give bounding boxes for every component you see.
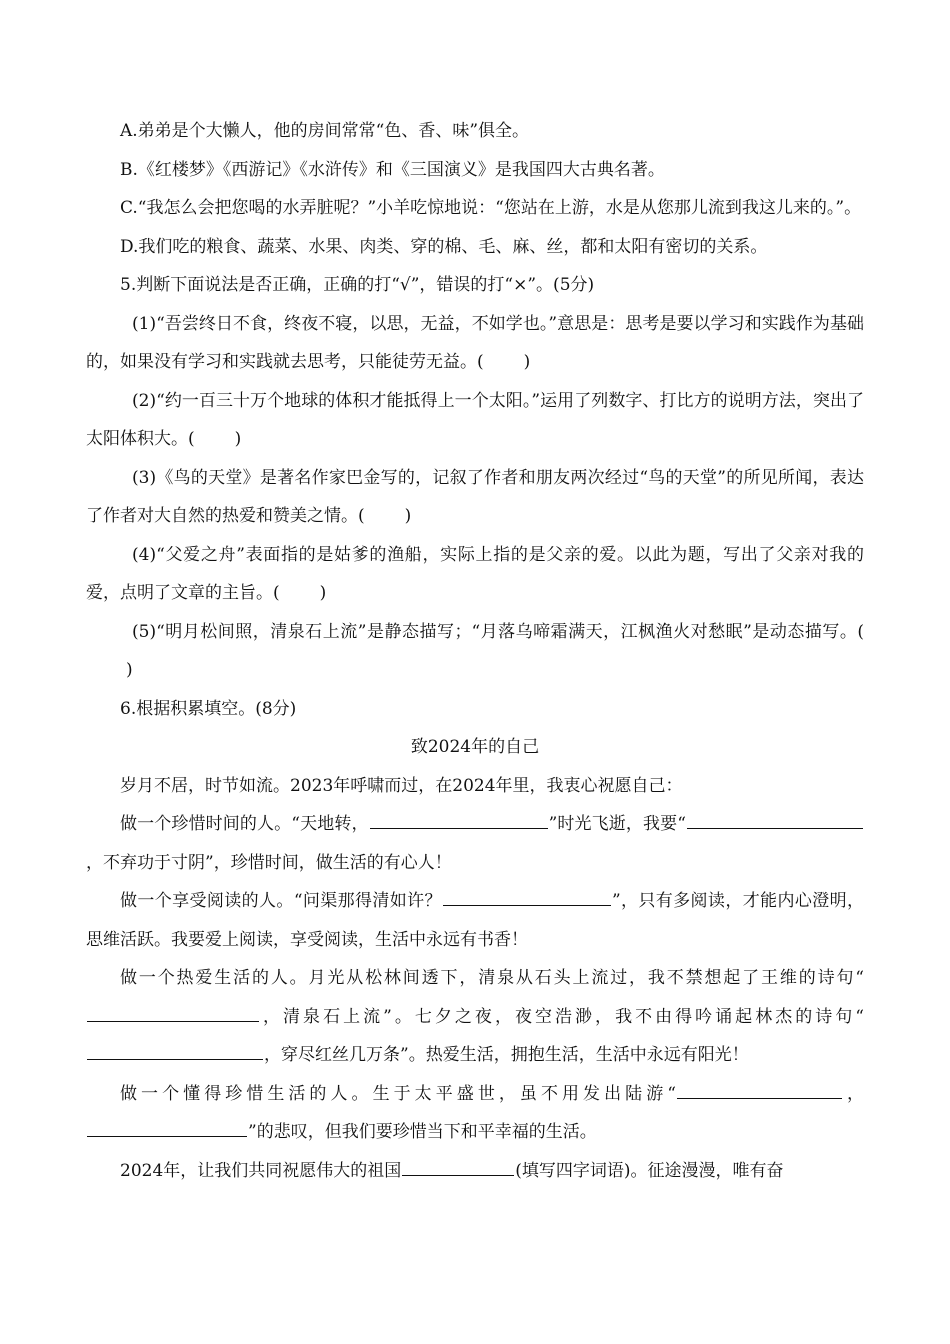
text-segment: 做一个懂得珍惜生活的人。生于太平盛世，虽不用发出陆游“ <box>120 1083 676 1104</box>
text-segment: 2024年，让我们共同祝愿伟大的祖国 <box>120 1160 402 1181</box>
fill-blank-2[interactable] <box>687 812 863 829</box>
judge-item-3 <box>86 459 864 536</box>
close-paren: ) <box>126 660 133 680</box>
judge-item-5-text: (5)“明月松间照，清泉石上流”是静态描写；“月落乌啼霜满天，江枫渔火对愁眠”是动态描写。( <box>132 621 864 642</box>
essay-paragraph-life <box>86 959 864 1075</box>
text-segment: ”的悲叹，但我们要珍惜当下和平幸福的生活。 <box>248 1122 597 1142</box>
option-d: D.我们吃的粮食、蔬菜、水果、肉类、穿的棉、毛、麻、丝，都和太阳有密切的关系。 <box>120 236 768 257</box>
essay-paragraph-reading <box>86 882 864 959</box>
text-segment: 做一个珍惜时间的人。“天地转， <box>120 814 369 834</box>
judge-item-1 <box>86 305 864 382</box>
text-segment: ，清泉石上流”。七夕之夜，夜空浩渺，我不由得吟诵起林杰的诗句“ <box>260 1006 864 1027</box>
fill-blank-4[interactable] <box>87 1005 259 1022</box>
judge-item-1-text: (1)“吾尝终日不食，终夜不寝，以思，无益，不如学也。”意思是：思考是要以学习和实践作为基础的，如果没有学习和实践就去思考，只能徒劳无益。( <box>86 313 864 372</box>
question-5-heading: 5.判断下面说法是否正确，正确的打“√”，错误的打“×”。(5分) <box>120 275 595 295</box>
judge-item-5 <box>86 613 864 690</box>
close-paren: ) <box>319 583 327 603</box>
close-paren: ) <box>404 506 412 526</box>
fill-blank-5[interactable] <box>87 1043 263 1060</box>
text-segment: 做一个享受阅读的人。“问渠那得清如许？ <box>120 891 442 911</box>
essay-intro: 岁月不居，时节如流。2023年呼啸而过，在2024年里，我衷心祝愿自己： <box>120 775 683 796</box>
text-segment: ，不弃功于寸阴”，珍惜时间，做生活的有心人！ <box>86 852 452 873</box>
essay-paragraph-wish <box>86 1152 864 1191</box>
text-segment: ”时光飞逝，我要“ <box>548 814 686 834</box>
text-segment: ，穿尽红丝几万条”。热爱生活，拥抱生活，生活中永远有阳光！ <box>264 1045 749 1065</box>
fill-blank-1[interactable] <box>370 812 548 829</box>
essay-title: 致2024年的自己 <box>410 737 540 757</box>
option-b: B.《红楼梦》《西游记》《水浒传》和《三国演义》是我国四大古典名著。 <box>120 159 665 180</box>
judge-item-2-text: (2)“约一百三十万个地球的体积才能抵得上一个太阳。”运用了列数字、打比方的说明方法，突出了太阳体积大。( <box>86 390 864 449</box>
judge-item-4-text: (4)“父爱之舟”表面指的是姑爹的渔船，实际上指的是父亲的爱。以此为题，写出了父亲对我的爱，点明了文章的主旨。( <box>86 544 864 603</box>
judge-item-2 <box>86 382 864 459</box>
close-paren: ) <box>523 352 531 372</box>
fill-blank-6[interactable] <box>677 1082 842 1099</box>
option-a: A.弟弟是个大懒人，他的房间常常“色、香、味”俱全。 <box>120 121 530 141</box>
document-page <box>86 112 864 1190</box>
judge-item-4 <box>86 536 864 613</box>
text-segment: ， <box>842 1083 865 1104</box>
essay-paragraph-time <box>86 805 864 882</box>
close-paren: ) <box>234 429 242 449</box>
text-segment: (填写四字词语)。征途漫漫，唯有奋 <box>515 1160 784 1181</box>
text-segment: ”，只有多阅读，才能内心澄明，思维活跃。我要爱上阅读，享受阅读，生活中永远有书香！ <box>86 891 864 950</box>
text-segment: 做一个热爱生活的人。月光从松林间透下，清泉从石头上流过，我不禁想起了王维的诗句“ <box>120 968 864 988</box>
fill-blank-7[interactable] <box>87 1120 247 1137</box>
question-6-heading: 6.根据积累填空。(8分) <box>120 698 297 719</box>
option-c: C.“我怎么会把您喝的水弄脏呢？”小羊吃惊地说：“您站在上游，水是从您那儿流到我这儿来的。”。 <box>120 198 862 218</box>
fill-blank-8[interactable] <box>402 1159 514 1176</box>
essay-paragraph-cherish <box>86 1075 864 1152</box>
fill-blank-3[interactable] <box>443 889 611 906</box>
judge-item-3-text: (3)《鸟的天堂》是著名作家巴金写的，记叙了作者和朋友两次经过“鸟的天堂”的所见所闻，表达了作者对大自然的热爱和赞美之情。( <box>86 467 864 526</box>
